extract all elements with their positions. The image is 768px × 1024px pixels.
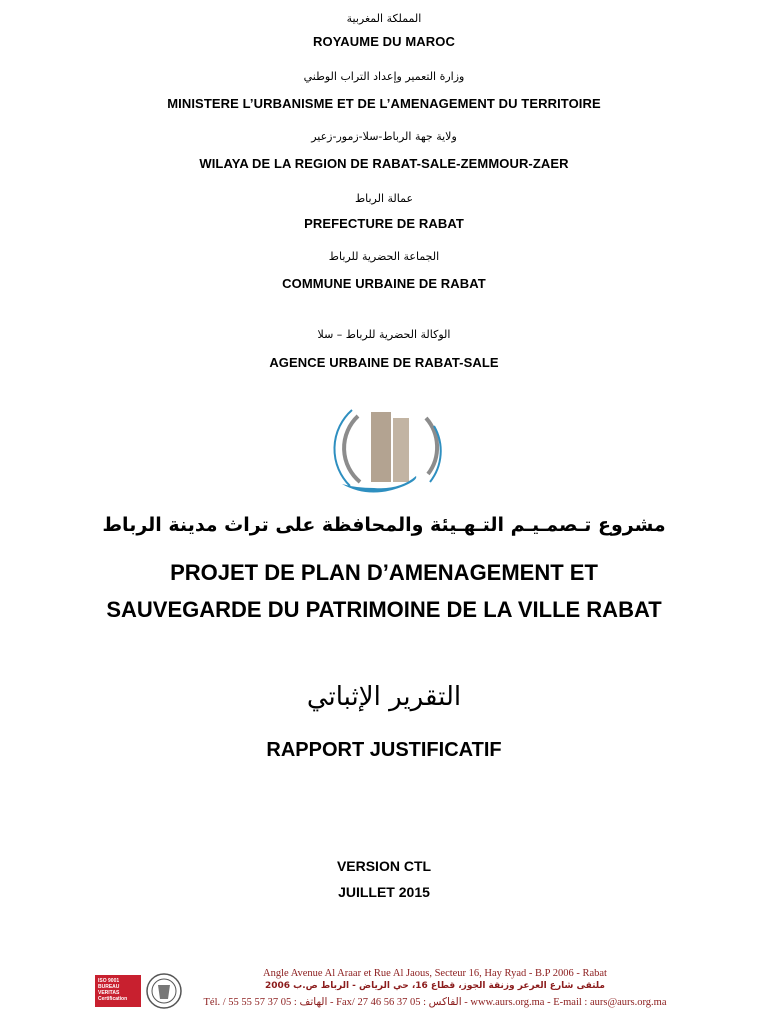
wilaya-french: WILAYA DE LA REGION DE RABAT-SALE-ZEMMOUR-ZAER: [199, 156, 569, 171]
project-title-arabic: مشروع تـصمـيـم التـهـيئة والمحافظة على تراث مدينة الرباط: [102, 514, 666, 536]
footer-contact: Tél. / الهاتف : 05 37 57 55 55 - Fax/ الفاكس : 05 37 56 46 27 - www.aurs.org.ma - E-mail : aurs@aurs.org.ma: [203, 997, 667, 1008]
project-title-french-line2: SAUVEGARDE DU PATRIMOINE DE LA VILLE RABAT: [106, 597, 662, 622]
logo-building-left: [371, 412, 391, 482]
agency-arabic: الوكالة الحضرية للرباط – سلا: [317, 328, 451, 341]
prefecture-arabic: عمالة الرباط: [354, 192, 414, 205]
iso-badge: ISO 9001 BUREAU VERITAS Certification: [95, 975, 141, 1007]
prefecture-french: PREFECTURE DE RABAT: [304, 216, 464, 231]
logo-arc-grey-left: [344, 416, 360, 482]
logo-arc-grey-right: [426, 418, 437, 474]
footer-address-arabic: ملتقى شارع العرعر وزنقة الجوز، قطاع 16، حي الرياض - الرباط ص.ب 2006: [264, 981, 606, 991]
version-date: JUILLET 2015: [338, 884, 430, 900]
agency-french: AGENCE URBAINE DE RABAT-SALE: [269, 355, 499, 370]
commune-arabic: الجماعة الحضرية للرباط: [328, 250, 440, 263]
ministry-arabic: وزارة التعمير وإعداد التراب الوطني: [303, 70, 465, 83]
version-label: VERSION CTL: [336, 858, 432, 874]
report-title-arabic: التقرير الإثباتي: [306, 682, 462, 712]
commune-french: COMMUNE URBAINE DE RABAT: [282, 276, 486, 291]
report-title-french: RAPPORT JUSTIFICATIF: [266, 739, 502, 761]
ministry-french: MINISTERE L’URBANISME ET DE L’AMENAGEMENT DU TERRITOIRE: [167, 96, 601, 111]
certification-logos: [95, 971, 187, 1011]
logo-building-right: [393, 418, 409, 482]
wilaya-arabic: ولاية جهة الرباط-سلا-زمور-زعير: [311, 130, 457, 143]
project-title-french-line1: PROJET DE PLAN D’AMENAGEMENT ET: [170, 560, 598, 585]
kingdom-french: ROYAUME DU MAROC: [313, 34, 455, 49]
kingdom-arabic: المملكة المغربية: [346, 12, 422, 25]
agency-logo: [330, 396, 450, 498]
bureau-veritas-seal-icon: [145, 971, 183, 1011]
footer-address-french: Angle Avenue Al Araar et Rue Al Jaous, Secteur 16, Hay Ryad - B.P 2006 - Rabat: [263, 968, 607, 979]
